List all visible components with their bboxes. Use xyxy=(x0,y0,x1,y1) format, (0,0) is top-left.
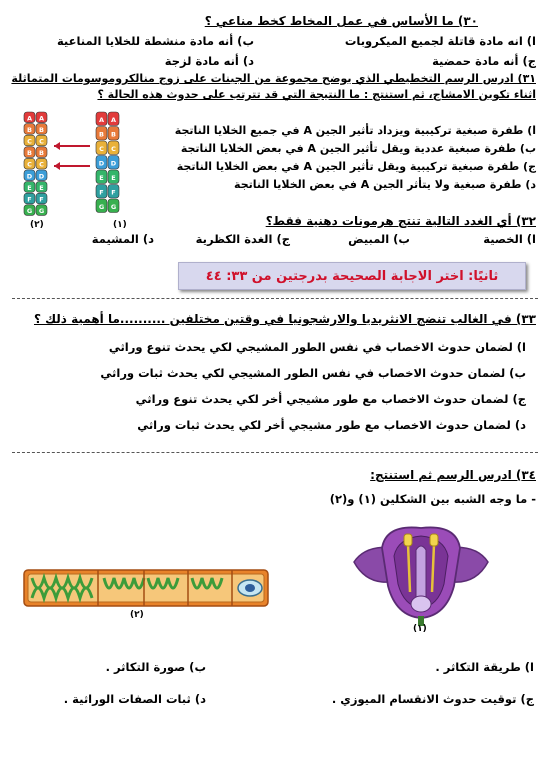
q31-option-c[interactable]: ج) طفرة صبغية تركيبية ويقل تأثير الجين A في بعض الخلايا الناتجة xyxy=(176,160,536,173)
fig2-chromatid-left-gene-label: D xyxy=(26,172,33,181)
q34-option-d[interactable]: د) ثبات الصفات الوراثية . xyxy=(63,692,206,706)
chromosome-diagram xyxy=(10,108,138,234)
fig2-chromatid-right-gene-label: G xyxy=(38,207,45,216)
exchange-arrow-head xyxy=(54,142,60,150)
fig2-chromatid-left-gene-label: B xyxy=(27,125,32,134)
fig2-chromatid-left-gene-label: E xyxy=(27,183,32,192)
fig1-chromatid-right-gene-label: B xyxy=(111,130,116,139)
q30-option-a[interactable]: ا) انه مادة قاتلة لجميع الميكروبات xyxy=(344,34,536,48)
q33-option-d[interactable]: د) لضمان حدوث الاخصاب مع طور مشيجي أخر لكي يحدث ثبات وراثي xyxy=(137,418,526,432)
q34-option-a[interactable]: ا) طريقة التكاثر . xyxy=(435,660,534,674)
section-two-banner xyxy=(178,262,526,290)
fig1-chromatid-right-gene-label: E xyxy=(111,173,116,182)
fig2-chromatid-left-gene-label: F xyxy=(27,195,32,204)
fig1-chromatid-left-gene-label: C xyxy=(99,144,104,153)
q34-option-b[interactable]: ب) صورة التكاثر . xyxy=(105,660,206,674)
fig2-chromatid-right-gene-label: B xyxy=(39,125,44,134)
fig2-chromatid-right-gene-label: C xyxy=(39,160,44,169)
section-two-banner-text: ثانيًا: اختر الاجابة الصحيحة بدرجتين من ٣٣: ٤٤ xyxy=(205,268,499,284)
q30-question: ٣٠) ما الأساس في عمل المخاط كخط مناعي ؟ xyxy=(204,14,478,28)
fig1-chromatid-left-gene-label: A xyxy=(98,115,105,124)
fig2-chromatid-right-gene-label: E xyxy=(39,183,44,192)
chromosome-fig-label-2: (٢) xyxy=(30,220,44,230)
q33-question: ٣٣) في الغالب تنضج الانثريديا والارشجونيا في وقتين مختلفين ..........ما أهمية ذلك ؟ xyxy=(33,312,536,326)
q30-option-d[interactable]: د) أنه مادة لزجة xyxy=(164,54,254,68)
q33-option-c[interactable]: ج) لضمان حدوث الاخصاب مع طور مشيجي أخر لكي يحدث تنوع وراثي xyxy=(135,392,526,406)
fig1-chromatid-left-gene-label: E xyxy=(99,173,104,182)
chromosome-fig-label-1: (١) xyxy=(113,220,127,230)
fig1-chromatid-right-gene-label: C xyxy=(111,144,116,153)
q32-option-c[interactable]: ج) الغدة الكظرية xyxy=(195,232,290,246)
divider xyxy=(12,298,538,299)
fig2-chromatid-left-gene-label: B xyxy=(27,149,32,158)
fig1-chromatid-right-gene-label: F xyxy=(111,188,116,197)
flower-fig-label: (١) xyxy=(413,624,427,634)
divider xyxy=(12,452,538,453)
fig2-chromatid-left-gene-label: C xyxy=(27,160,32,169)
q34-option-c[interactable]: ج) توقيت حدوث الانقسام الميوزي . xyxy=(331,692,534,706)
q32-question: ٣٢) أي الغدد التالية تنتج هرمونات دهنية فقط؟ xyxy=(265,214,536,228)
fig1-chromatid-left-gene-label: G xyxy=(98,202,105,211)
fig2-chromatid-left-gene-label: C xyxy=(27,137,32,146)
q34-subquestion: - ما وجه الشبه بين الشكلين (١) و(٢) xyxy=(329,492,536,506)
q32-option-b[interactable]: ب) المبيض xyxy=(348,232,410,246)
q32-option-d[interactable]: د) المشيمة xyxy=(91,232,154,246)
q31-option-a[interactable]: ا) طفرة صبغية تركيبية ويزداد تأثير الجين A في جميع الخلايا الناتجة xyxy=(174,124,536,137)
q31-question-line1: ٣١) ادرس الرسم التخطيطي الذي يوضح مجموعة من الجينات على زوج منالكروموسومات المتماثلة xyxy=(11,72,536,85)
q30-option-c[interactable]: ج) أنه مادة حمضية xyxy=(432,54,536,68)
fig2-chromatid-right-gene-label: D xyxy=(38,172,45,181)
fig1-chromatid-right-gene-label: A xyxy=(110,115,117,124)
fig1-chromatid-left-gene-label: D xyxy=(98,159,105,168)
fig1-chromatid-right-gene-label: G xyxy=(110,202,117,211)
q34-question: ٣٤) ادرس الرسم ثم استنتج: xyxy=(370,468,536,482)
fig2-chromatid-left-gene-label: G xyxy=(26,207,33,216)
exchange-arrow-head xyxy=(54,162,60,170)
q30-option-b[interactable]: ب) أنه مادة منشطة للخلايا المناعية xyxy=(56,34,254,48)
q31-option-d[interactable]: د) طفرة صبغية ولا يتأثر الجين A في بعض الخلايا الناتجة xyxy=(234,178,536,191)
q33-option-b[interactable]: ب) لضمان حدوث الاخصاب في نفس الطور المشيجي لكي يحدث ثبات وراثي xyxy=(100,366,526,380)
q31-option-b[interactable]: ب) طفرة صبغية عددية ويقل تأثير الجين A في بعض الخلايا الناتجة xyxy=(180,142,536,155)
fig1-chromatid-right-gene-label: D xyxy=(110,159,117,168)
algae-filament-figure xyxy=(22,566,270,610)
q33-option-a[interactable]: ا) لضمان حدوث الاخصاب في نفس الطور المشيجي لكي يحدث تنوع وراثي xyxy=(108,340,526,354)
q31-question-line2: اثناء تكوين الامشاج، ثم استنتج : ما النتيجة التي قد تترتب على حدوث هذه الحالة ؟ xyxy=(97,88,536,101)
filament-fig-label: (٢) xyxy=(130,610,144,620)
fig2-chromatid-right-gene-label: A xyxy=(38,114,45,123)
fig2-chromatid-right-gene-label: C xyxy=(39,137,44,146)
q32-option-a[interactable]: ا) الخصية xyxy=(483,232,536,246)
fig2-chromatid-right-gene-label: F xyxy=(39,195,44,204)
flower-figure xyxy=(346,522,496,626)
fig2-chromatid-right-gene-label: B xyxy=(39,149,44,158)
fig1-chromatid-left-gene-label: F xyxy=(99,188,104,197)
fig1-chromatid-left-gene-label: B xyxy=(99,130,104,139)
fig2-chromatid-left-gene-label: A xyxy=(26,114,33,123)
